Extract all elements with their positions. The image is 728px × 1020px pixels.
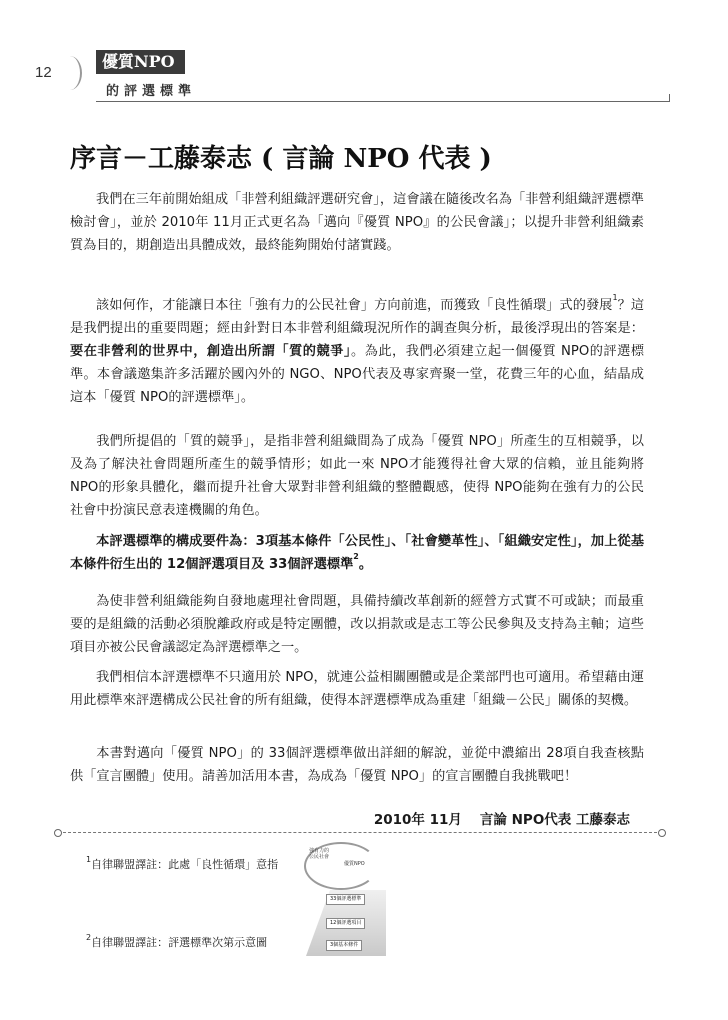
page-number-arc [58, 56, 82, 90]
paragraph-1-text: 我們在三年前開始組成「非營利組織評選研究會」，這會議在隨後改名為「非營利組織評選標準檢討會」，並於 2010年 11月正式更名為「邁向『優質 NPO』的公民會議」；以提升非營利組織素質為目的，期創造出具體成效，最終能夠開始付諸實踐。 [70, 192, 644, 253]
pyramid-level-3: 3個基本條件 [326, 940, 362, 951]
signature-date: 2010年 11月 [373, 812, 462, 828]
paragraph-1 [70, 188, 644, 257]
pyramid-level-1: 33個評選標準 [326, 894, 365, 905]
paragraph-2 [70, 294, 644, 409]
divider-dot-left [54, 829, 62, 837]
paragraph-7 [70, 742, 644, 788]
footnote-1 [86, 856, 278, 872]
signature [374, 808, 630, 828]
paragraph-2-text-c: 。為此，我們必須建立起一個優質 NPO的評選標準。本會議邀集許多活躍於國內外的 NGO、NPO代表及專家齊聚一堂，花費三年的心血，結晶成這本「優質 NPO的評選標準」。 [70, 344, 645, 405]
paragraph-2-text-a: 該如何作，才能讓日本往「強有力的公民社會」方向前進，而獲致「良性循環」式的發展 [96, 298, 613, 313]
paragraph-4-text-b: 。 [358, 557, 373, 572]
footnote-2 [86, 934, 267, 950]
footnote-ref-1: 1 [612, 293, 618, 302]
virtuous-cycle-figure [296, 840, 386, 888]
footnote-2-text: 自律聯盟譯註：評選標準次第示意圖 [91, 936, 268, 949]
page-number: 12 [35, 64, 52, 81]
header-title: 優質NPO [96, 50, 185, 74]
cycle-label-npo: 優質NPO [344, 861, 365, 867]
header-subtitle: 的評選標準 [106, 84, 197, 99]
paragraph-6 [70, 666, 644, 712]
paragraph-7-text: 本書對邁向「優質 NPO」的 33個評選標準做出詳細的解說，並從中濃縮出 28項自我查核點供「宣言團體」使用。請善加活用本書，為成為「優質 NPO」的宣言團體自我挑戰吧！ [70, 746, 644, 784]
footnote-1-text: 自律聯盟譯註：此處「良性循環」意指 [91, 858, 279, 871]
paragraph-2-text-b: ？這是我們提出的重要問題；經由針對日本非營利組織現況所作的調查與分析，最後浮現出的答案是： [70, 298, 645, 336]
paragraph-6-text: 我們相信本評選標準不只適用於 NPO，就連公益相關團體或是企業部門也可適用。希望藉由運用此標準來評選構成公民社會的所有組織，使得本評選標準成為重建「組織－公民」關係的契機。 [70, 670, 644, 708]
paragraph-5 [70, 590, 644, 659]
paragraph-3 [70, 430, 644, 522]
footnote-divider [58, 832, 662, 833]
divider-dot-right [658, 829, 666, 837]
page-title: 序言－工藤泰志 ( 言論 NPO 代表 ) [70, 144, 492, 174]
paragraph-3-text: 我們所提倡的「質的競爭」，是指非營利組織間為了成為「優質 NPO」所產生的互相競爭，以及為了解決社會問題所產生的競爭情形；如此一來 NPO才能獲得社會大眾的信賴，並且能夠將 NPO的形象具體化，繼而提升社會大眾對非營利組織的整體觀感，使得 NPO能夠在強有力的公民社會中扮演民意表達機關的角色。 [70, 434, 644, 518]
paragraph-5-text: 為使非營利組織能夠自發地處理社會問題，具備持續改革創新的經營方式實不可或缺；而最重要的是組織的活動必須脫離政府或是特定團體，改以捐款或是志工等公民參與及支持為主軸；這些項目亦被公民會議認定為評選標準之一。 [70, 594, 644, 655]
footnote-ref-2: 2 [353, 552, 359, 561]
pyramid-level-2: 12個評選項目 [326, 918, 365, 929]
header-rule-end [669, 94, 670, 102]
footnote-2-mark: 2 [86, 933, 92, 942]
cycle-label-civil-society: 強有力的公民社會 [308, 848, 329, 860]
paragraph-2-emphasis: 要在非營利的世界中，創造出所謂「質的競爭」 [70, 344, 351, 359]
paragraph-4 [70, 530, 644, 576]
header-rule [96, 101, 670, 102]
paragraph-4-text-a: 本評選標準的構成要件為：3項基本條件「公民性」、「社會變革性」、「組織安定性」，加上從基本條件衍生出的 12個評選項目及 33個評選標準 [70, 534, 644, 572]
footnote-1-mark: 1 [86, 855, 92, 864]
signature-author: 言論 NPO代表 工藤泰志 [479, 812, 630, 828]
